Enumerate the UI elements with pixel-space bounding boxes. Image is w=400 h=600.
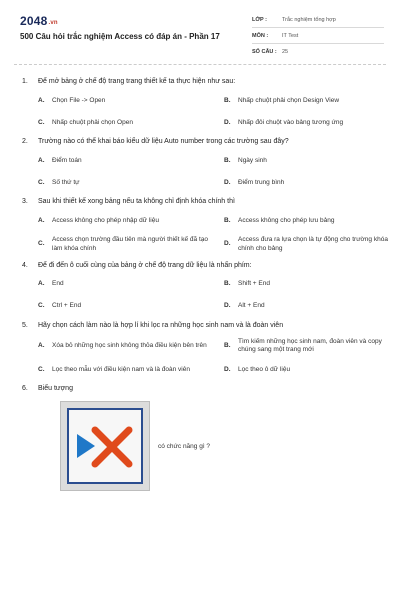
arrow-cross-icon bbox=[69, 410, 141, 482]
answer-text: Số thứ tự bbox=[52, 178, 80, 186]
document-title: 500 Câu hỏi trắc nghiệm Access có đáp án - Phần 17 bbox=[20, 32, 220, 41]
answer-key: C. bbox=[38, 118, 45, 126]
answer-option-c[interactable] bbox=[38, 176, 210, 190]
question-number: 5. bbox=[22, 321, 28, 329]
question-5 bbox=[0, 322, 400, 378]
answer-text: Alt + End bbox=[238, 302, 265, 310]
answer-key: B. bbox=[224, 156, 231, 164]
answer-option-b[interactable] bbox=[224, 154, 396, 168]
answer-options bbox=[22, 154, 380, 190]
question-6 bbox=[0, 385, 400, 491]
answer-text: Access không cho phép nhập dữ liệu bbox=[52, 216, 159, 224]
answer-text: Ctrl + End bbox=[52, 302, 82, 310]
answer-option-b[interactable] bbox=[224, 214, 396, 228]
question-prompt: Để mở bảng ở chế độ trang trang thiết kế ta thực hiện như sau: bbox=[38, 78, 236, 85]
answer-key: A. bbox=[38, 280, 45, 288]
answer-text: Ngày sinh bbox=[238, 156, 267, 164]
answer-option-d[interactable] bbox=[224, 116, 396, 130]
question-number: 3. bbox=[22, 198, 28, 205]
question-3 bbox=[0, 198, 400, 254]
answer-options bbox=[22, 338, 380, 378]
question-2 bbox=[0, 138, 400, 190]
answer-key: D. bbox=[224, 178, 231, 186]
answer-option-b[interactable] bbox=[224, 278, 396, 292]
answer-text: Xóa bỏ những học sinh không thỏa điều kiện bên trên bbox=[52, 341, 207, 349]
answer-option-d[interactable] bbox=[224, 363, 396, 377]
answer-key: C. bbox=[38, 302, 45, 310]
question-6-caption: có chức năng gì ? bbox=[158, 442, 211, 450]
answer-option-a[interactable] bbox=[38, 278, 210, 292]
question-text bbox=[22, 322, 380, 329]
answer-key: A. bbox=[38, 216, 45, 224]
answer-text: Nhấp đôi chuột vào bảng tương ứng bbox=[238, 118, 344, 126]
question-number: 1. bbox=[22, 78, 28, 85]
meta-label: LỚP : bbox=[252, 16, 267, 23]
answer-key: B. bbox=[224, 341, 231, 349]
question-4 bbox=[0, 262, 400, 314]
question-text bbox=[22, 78, 380, 85]
meta-value: IT Test bbox=[282, 32, 299, 39]
answer-key: B. bbox=[224, 96, 231, 104]
answer-key: A. bbox=[38, 156, 45, 164]
question-prompt: Hãy chọn cách làm nào là hợp lí khi lọc ra những học sinh nam và là đoàn viên bbox=[38, 321, 284, 329]
answer-option-a[interactable] bbox=[38, 214, 210, 228]
header bbox=[0, 0, 400, 62]
answer-option-d[interactable] bbox=[224, 300, 396, 314]
play-arrow-shape bbox=[77, 434, 95, 458]
meta-row-subject bbox=[252, 28, 384, 44]
answer-text: Điểm toán bbox=[52, 156, 82, 164]
answer-text: Access không cho phép lưu bảng bbox=[238, 216, 335, 224]
answer-key: A. bbox=[38, 341, 45, 349]
answer-text: Shift + End bbox=[238, 280, 270, 288]
answer-key: A. bbox=[38, 96, 45, 104]
answer-text: Tìm kiếm những học sinh nam, đoàn viên và copy chúng sang một trang mới bbox=[238, 337, 382, 354]
answer-options bbox=[22, 94, 380, 130]
answer-text: Điểm trung bình bbox=[238, 178, 285, 186]
meta-row-class bbox=[252, 12, 384, 28]
answer-text: Lọc theo ô dữ liệu bbox=[238, 365, 291, 373]
answer-option-c[interactable] bbox=[38, 300, 210, 314]
answer-option-c[interactable] bbox=[38, 116, 210, 130]
answer-option-a[interactable] bbox=[38, 338, 210, 356]
header-divider bbox=[14, 64, 386, 65]
answer-option-d[interactable] bbox=[224, 236, 396, 254]
answer-option-a[interactable] bbox=[38, 94, 210, 108]
answer-options bbox=[22, 214, 388, 254]
answer-key: B. bbox=[224, 280, 231, 288]
answer-option-c[interactable] bbox=[38, 236, 210, 254]
answer-key: D. bbox=[224, 240, 231, 248]
question-text bbox=[22, 198, 380, 205]
meta-value: 25 bbox=[282, 48, 289, 55]
answer-text: Access đưa ra lựa chọn là tự động cho trường khóa chính cho bảng bbox=[238, 236, 388, 252]
meta-info bbox=[252, 12, 384, 59]
answer-key: D. bbox=[224, 302, 231, 310]
answer-text: Chọn File -> Open bbox=[52, 96, 106, 104]
answer-key: D. bbox=[224, 118, 231, 126]
answer-key: C. bbox=[38, 178, 45, 186]
meta-label: MÔN : bbox=[252, 32, 269, 39]
answer-text: End bbox=[52, 280, 64, 288]
answer-key: C. bbox=[38, 240, 45, 248]
question-6-body bbox=[22, 401, 380, 491]
icon-frame bbox=[67, 408, 143, 484]
answer-option-a[interactable] bbox=[38, 154, 210, 168]
meta-value: Trắc nghiệm tổng hợp bbox=[282, 16, 336, 23]
answer-text: Access chọn trường đầu tiên mà người thiết kế đã tạo làm khóa chính bbox=[52, 236, 208, 252]
answer-option-c[interactable] bbox=[38, 363, 210, 377]
answer-option-b[interactable] bbox=[224, 338, 396, 356]
question-text bbox=[22, 138, 380, 145]
answer-options bbox=[22, 278, 380, 314]
question-number: 4. bbox=[22, 261, 28, 269]
meta-label: SỐ CÂU : bbox=[252, 48, 277, 55]
answer-text: Nhấp chuột phải chọn Design View bbox=[238, 96, 340, 104]
question-1 bbox=[0, 78, 400, 130]
meta-row-count bbox=[252, 44, 384, 59]
question-prompt: Trường nào có thể khai báo kiểu dữ liệu Auto number trong các trường sau đây? bbox=[38, 138, 289, 145]
question-number: 2. bbox=[22, 138, 28, 145]
answer-text: Nhấp chuột phải chọn Open bbox=[52, 118, 133, 126]
site-logo[interactable]: 2048.vn bbox=[20, 14, 58, 28]
answer-key: D. bbox=[224, 365, 231, 373]
answer-text: Lọc theo mẫu với điều kiện nam và là đoàn viên bbox=[52, 365, 190, 373]
answer-key: B. bbox=[224, 216, 231, 224]
answer-option-b[interactable] bbox=[224, 94, 396, 108]
question-text bbox=[22, 385, 380, 392]
question-list bbox=[0, 78, 400, 499]
question-text bbox=[22, 262, 380, 269]
question-number: 6. bbox=[22, 385, 28, 393]
answer-key: C. bbox=[38, 365, 45, 373]
run-delete-query-icon bbox=[60, 401, 150, 491]
answer-option-d[interactable] bbox=[224, 176, 396, 190]
question-prompt: Sau khi thiết kế xong bảng nếu ta không chỉ định khóa chính thì bbox=[38, 198, 235, 205]
question-prompt: Biểu tượng bbox=[38, 385, 73, 393]
question-prompt: Để đi đến ô cuối cùng của bảng ở chế độ trang dữ liệu là nhấn phím: bbox=[38, 261, 252, 269]
